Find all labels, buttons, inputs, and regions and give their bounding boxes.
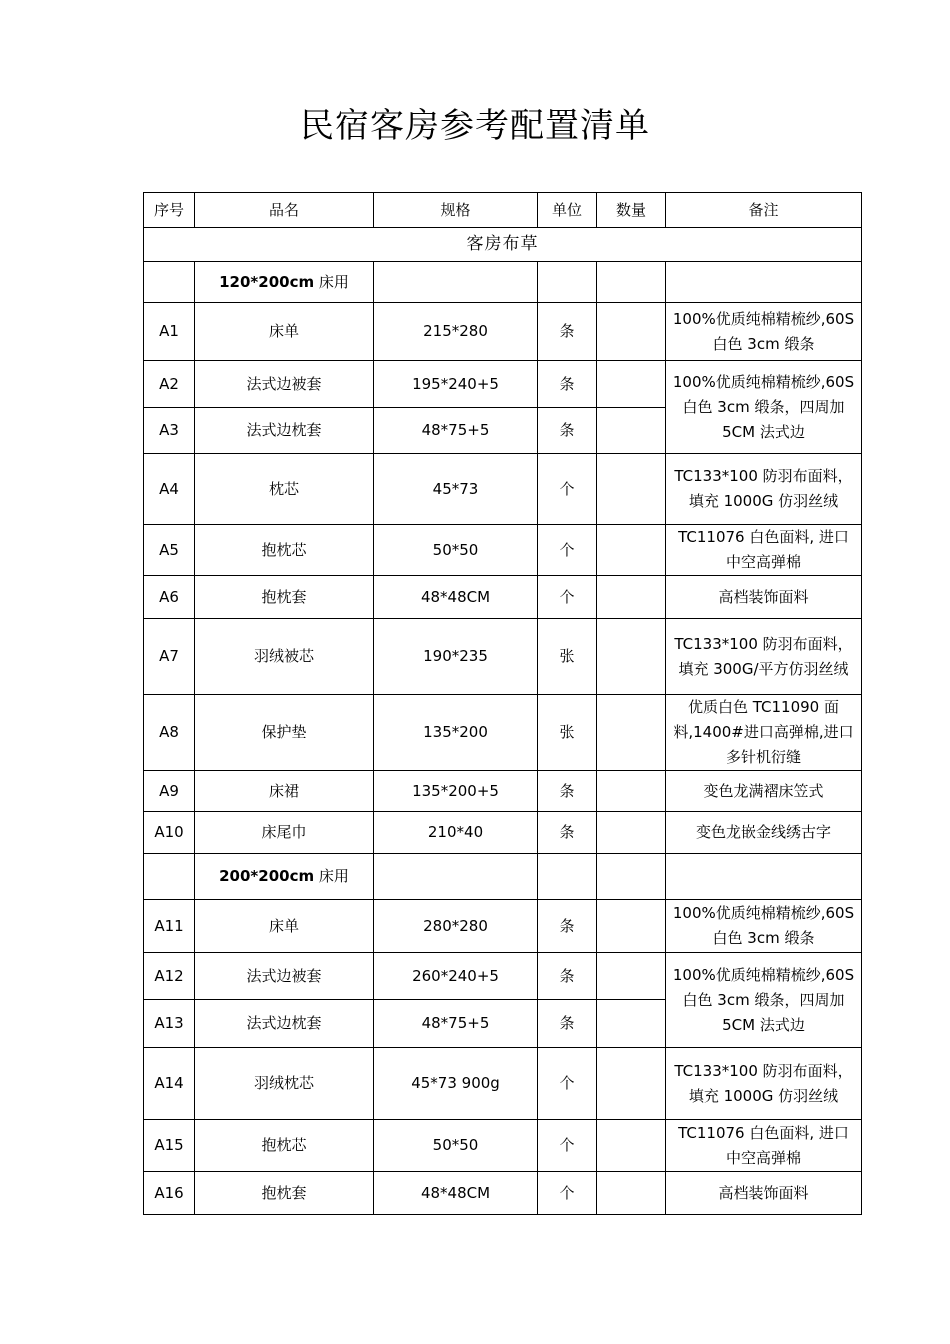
empty-cell bbox=[538, 262, 597, 303]
row-unit: 个 bbox=[538, 454, 597, 525]
row-qty bbox=[597, 619, 666, 695]
row-name: 法式边枕套 bbox=[195, 408, 374, 454]
row-name: 床单 bbox=[195, 900, 374, 953]
row-name: 羽绒枕芯 bbox=[195, 1048, 374, 1120]
header-qty: 数量 bbox=[597, 193, 666, 228]
subsection-row bbox=[144, 262, 862, 303]
row-seq: A15 bbox=[144, 1120, 195, 1172]
row-seq: A16 bbox=[144, 1172, 195, 1215]
row-unit: 张 bbox=[538, 695, 597, 771]
row-qty bbox=[597, 771, 666, 812]
row-seq: A11 bbox=[144, 900, 195, 953]
row-qty bbox=[597, 303, 666, 361]
row-name: 保护垫 bbox=[195, 695, 374, 771]
empty-cell bbox=[374, 262, 538, 303]
table-row bbox=[144, 812, 862, 854]
row-name: 床尾巾 bbox=[195, 812, 374, 854]
row-qty bbox=[597, 1172, 666, 1215]
table-row bbox=[144, 619, 862, 695]
row-spec: 190*235 bbox=[374, 619, 538, 695]
row-spec: 215*280 bbox=[374, 303, 538, 361]
row-note: TC133*100 防羽布面料，填充 1000G 仿羽丝绒 bbox=[666, 454, 862, 525]
row-spec: 48*75+5 bbox=[374, 408, 538, 454]
row-qty bbox=[597, 1048, 666, 1120]
empty-cell bbox=[374, 854, 538, 900]
row-spec: 135*200+5 bbox=[374, 771, 538, 812]
empty-cell bbox=[666, 262, 862, 303]
row-unit: 条 bbox=[538, 900, 597, 953]
row-unit: 条 bbox=[538, 771, 597, 812]
row-qty bbox=[597, 408, 666, 454]
table-row bbox=[144, 695, 862, 771]
header-name: 品名 bbox=[195, 193, 374, 228]
empty-cell bbox=[597, 262, 666, 303]
empty-cell bbox=[144, 854, 195, 900]
header-unit: 单位 bbox=[538, 193, 597, 228]
row-name: 抱枕芯 bbox=[195, 525, 374, 576]
empty-cell bbox=[597, 854, 666, 900]
row-name: 床单 bbox=[195, 303, 374, 361]
row-seq: A7 bbox=[144, 619, 195, 695]
row-unit: 条 bbox=[538, 361, 597, 408]
section-title: 客房布草 bbox=[144, 228, 862, 262]
row-unit: 条 bbox=[538, 408, 597, 454]
row-note: TC133*100 防羽布面料，填充 300G/平方仿羽丝绒 bbox=[666, 619, 862, 695]
subsection-size: 120*200cm bbox=[219, 272, 315, 291]
row-name: 抱枕套 bbox=[195, 576, 374, 619]
row-seq: A6 bbox=[144, 576, 195, 619]
empty-cell bbox=[666, 854, 862, 900]
row-unit: 个 bbox=[538, 1048, 597, 1120]
table-row bbox=[144, 1172, 862, 1215]
table-row bbox=[144, 900, 862, 953]
row-unit: 条 bbox=[538, 953, 597, 1000]
row-name: 法式边被套 bbox=[195, 361, 374, 408]
table-row bbox=[144, 525, 862, 576]
header-note: 备注 bbox=[666, 193, 862, 228]
row-spec: 195*240+5 bbox=[374, 361, 538, 408]
table-row bbox=[144, 953, 862, 1000]
row-note: 优质白色 TC11090 面料,1400#进口高弹棉,进口多针机衍缝 bbox=[666, 695, 862, 771]
row-name: 法式边被套 bbox=[195, 953, 374, 1000]
row-seq: A14 bbox=[144, 1048, 195, 1120]
row-seq: A4 bbox=[144, 454, 195, 525]
header-row bbox=[144, 193, 862, 228]
row-seq: A3 bbox=[144, 408, 195, 454]
row-qty bbox=[597, 525, 666, 576]
empty-cell bbox=[144, 262, 195, 303]
table-row bbox=[144, 771, 862, 812]
table-row bbox=[144, 1048, 862, 1120]
row-spec: 280*280 bbox=[374, 900, 538, 953]
subsection-label bbox=[195, 854, 374, 900]
header-seq: 序号 bbox=[144, 193, 195, 228]
row-note: TC11076 白色面料, 进口中空高弹棉 bbox=[666, 1120, 862, 1172]
table-row bbox=[144, 576, 862, 619]
table-row bbox=[144, 454, 862, 525]
subsection-suffix: 床用 bbox=[314, 272, 349, 291]
row-note: TC133*100 防羽布面料，填充 1000G 仿羽丝绒 bbox=[666, 1048, 862, 1120]
row-unit: 条 bbox=[538, 303, 597, 361]
row-note: 变色龙满褶床笠式 bbox=[666, 771, 862, 812]
subsection-label bbox=[195, 262, 374, 303]
row-unit: 张 bbox=[538, 619, 597, 695]
row-note: 100%优质纯棉精梳纱,60S 白色 3cm 缎条 bbox=[666, 900, 862, 953]
row-name: 抱枕套 bbox=[195, 1172, 374, 1215]
row-note: 高档装饰面料 bbox=[666, 1172, 862, 1215]
row-unit: 条 bbox=[538, 812, 597, 854]
row-seq: A12 bbox=[144, 953, 195, 1000]
header-spec: 规格 bbox=[374, 193, 538, 228]
row-qty bbox=[597, 900, 666, 953]
row-spec: 210*40 bbox=[374, 812, 538, 854]
row-spec: 50*50 bbox=[374, 1120, 538, 1172]
subsection-row bbox=[144, 854, 862, 900]
row-spec: 50*50 bbox=[374, 525, 538, 576]
table-row bbox=[144, 303, 862, 361]
row-name: 枕芯 bbox=[195, 454, 374, 525]
row-note: 变色龙嵌金线绣古字 bbox=[666, 812, 862, 854]
row-qty bbox=[597, 695, 666, 771]
row-seq: A9 bbox=[144, 771, 195, 812]
row-unit: 个 bbox=[538, 1120, 597, 1172]
row-name: 羽绒被芯 bbox=[195, 619, 374, 695]
table-row bbox=[144, 361, 862, 408]
row-spec: 48*48CM bbox=[374, 1172, 538, 1215]
row-spec: 48*75+5 bbox=[374, 1000, 538, 1048]
table-row bbox=[144, 1120, 862, 1172]
row-qty bbox=[597, 454, 666, 525]
row-qty bbox=[597, 361, 666, 408]
subsection-suffix: 床用 bbox=[314, 867, 349, 885]
row-spec: 45*73 900g bbox=[374, 1048, 538, 1120]
row-qty bbox=[597, 1000, 666, 1048]
row-seq: A2 bbox=[144, 361, 195, 408]
row-name: 床裙 bbox=[195, 771, 374, 812]
row-unit: 个 bbox=[538, 1172, 597, 1215]
page-title: 民宿客房参考配置清单 bbox=[300, 106, 650, 146]
row-seq: A8 bbox=[144, 695, 195, 771]
row-seq: A5 bbox=[144, 525, 195, 576]
empty-cell bbox=[538, 854, 597, 900]
row-unit: 个 bbox=[538, 576, 597, 619]
row-note: 100%优质纯棉精梳纱,60S 白色 3cm 缎条，四周加 5CM 法式边 bbox=[666, 361, 862, 454]
row-name: 法式边枕套 bbox=[195, 1000, 374, 1048]
row-spec: 45*73 bbox=[374, 454, 538, 525]
row-spec: 260*240+5 bbox=[374, 953, 538, 1000]
row-qty bbox=[597, 576, 666, 619]
row-qty bbox=[597, 812, 666, 854]
row-unit: 条 bbox=[538, 1000, 597, 1048]
row-note: 高档装饰面料 bbox=[666, 576, 862, 619]
row-qty bbox=[597, 1120, 666, 1172]
row-seq: A10 bbox=[144, 812, 195, 854]
row-spec: 135*200 bbox=[374, 695, 538, 771]
row-spec: 48*48CM bbox=[374, 576, 538, 619]
row-seq: A1 bbox=[144, 303, 195, 361]
row-note: 100%优质纯棉精梳纱,60S 白色 3cm 缎条，四周加 5CM 法式边 bbox=[666, 953, 862, 1048]
row-unit: 个 bbox=[538, 525, 597, 576]
row-name: 抱枕芯 bbox=[195, 1120, 374, 1172]
config-table bbox=[143, 192, 862, 1215]
section-row bbox=[144, 228, 862, 262]
row-qty bbox=[597, 953, 666, 1000]
subsection-size: 200*200cm bbox=[219, 867, 315, 885]
row-note: 100%优质纯棉精梳纱,60S 白色 3cm 缎条 bbox=[666, 303, 862, 361]
row-seq: A13 bbox=[144, 1000, 195, 1048]
row-note: TC11076 白色面料, 进口中空高弹棉 bbox=[666, 525, 862, 576]
